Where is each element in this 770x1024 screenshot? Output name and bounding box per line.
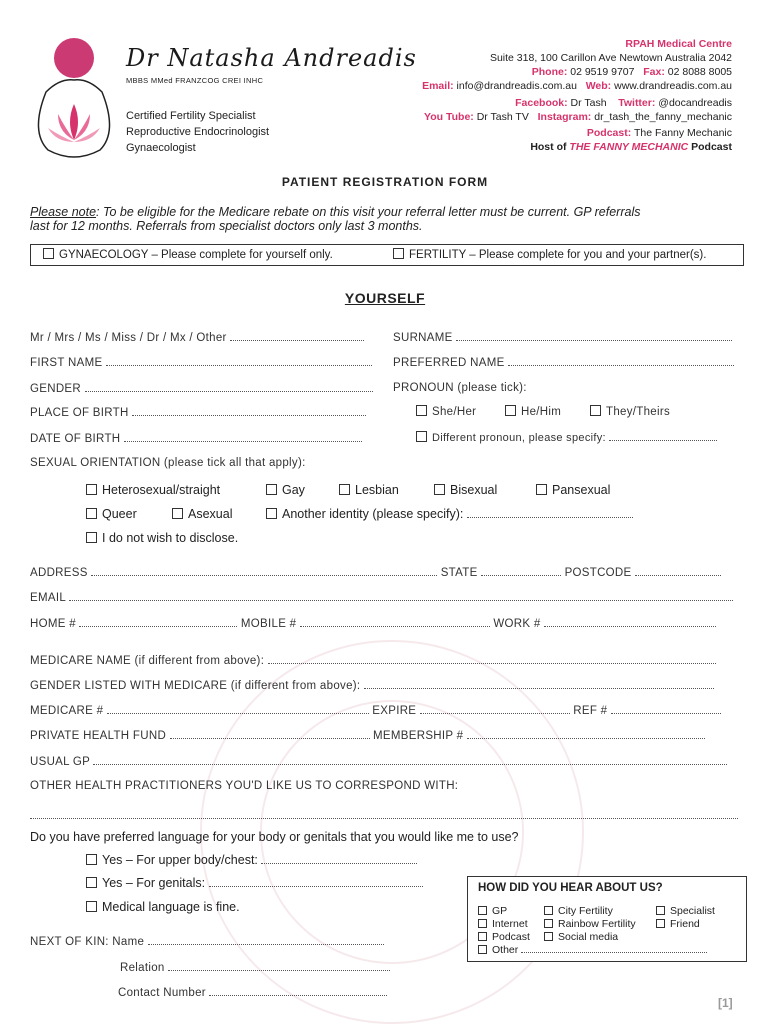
heard-friend-checkbox[interactable] (656, 919, 665, 928)
pronoun-he-him[interactable]: He/Him (505, 405, 561, 418)
genitals-checkbox[interactable] (86, 877, 97, 888)
heard-social-media-checkbox[interactable] (544, 932, 553, 941)
specialty-fertility: Certified Fertility Specialist (126, 110, 256, 122)
heard-other[interactable]: Other (478, 944, 707, 957)
place-of-birth-field[interactable]: PLACE OF BIRTH (30, 406, 366, 419)
podcast-logo: THE FANNY MECHANIC (569, 141, 689, 153)
referral-note: Please note: To be eligible for the Medicare rebate on this visit your referral letter must be current. GP referrals last for 12 months. Referrals from specialist doctors only last 3 months. (30, 205, 641, 233)
language-genitals[interactable]: Yes – For genitals: (86, 876, 423, 890)
heard-specialist[interactable]: Specialist (656, 905, 715, 918)
note-label: Please note (30, 205, 97, 219)
other-practitioners-label: OTHER HEALTH PRACTITIONERS YOU'D LIKE US TO CORRESPOND WITH: (30, 780, 459, 792)
orientation-pansexual[interactable]: Pansexual (536, 483, 610, 497)
bisexual-checkbox[interactable] (434, 484, 445, 495)
orientation-heterosexual[interactable]: Heterosexual/straight (86, 483, 220, 497)
phone-fields[interactable] (30, 617, 716, 630)
orientation-label: SEXUAL ORIENTATION (please tick all that apply): (30, 457, 306, 469)
page-number: [1] (718, 996, 733, 1010)
form-type-selector (30, 244, 744, 266)
email-field[interactable]: EMAIL (30, 591, 733, 604)
phone: 02 9519 9707 (570, 66, 635, 78)
fax: 02 8088 8005 (667, 66, 732, 78)
ref-label: REF # (573, 705, 608, 717)
heard-specialist-checkbox[interactable] (656, 906, 665, 915)
qualifications: MBBS MMed FRANZCOG CREI INHC (126, 76, 264, 85)
usual-gp-field[interactable]: USUAL GP (30, 755, 727, 768)
gay-checkbox[interactable] (266, 484, 277, 495)
date-of-birth-field[interactable]: DATE OF BIRTH (30, 432, 362, 445)
language-upper-body[interactable]: Yes – For upper body/chest: (86, 853, 417, 867)
private-fund-field[interactable]: PRIVATE HEALTH FUND MEMBERSHIP # (30, 729, 705, 742)
queer-checkbox[interactable] (86, 508, 97, 519)
they-theirs-checkbox[interactable] (590, 405, 601, 416)
address-field[interactable]: ADDRESS STATE POSTCODE (30, 566, 721, 579)
form-title: PATIENT REGISTRATION FORM (281, 175, 489, 189)
pansexual-checkbox[interactable] (536, 484, 547, 495)
membership-label: MEMBERSHIP # (373, 730, 464, 742)
fertility-option[interactable]: FERTILITY – Please complete for you and your partner(s). (393, 248, 706, 261)
heard-internet[interactable]: Internet (478, 918, 707, 931)
orientation-lesbian[interactable]: Lesbian (339, 483, 399, 497)
language-medical[interactable]: Medical language is fine. (86, 900, 240, 914)
orientation-not-disclose[interactable]: I do not wish to disclose. (86, 531, 238, 545)
pronoun-she-her[interactable]: She/Her (416, 405, 476, 418)
gynaecology-checkbox[interactable] (43, 248, 54, 259)
heard-city-fertility[interactable]: City Fertility (544, 905, 636, 918)
gender-medicare-field[interactable]: GENDER LISTED WITH MEDICARE (if different from above): (30, 679, 714, 692)
heard-city-fertility-checkbox[interactable] (544, 906, 553, 915)
practice-contact-block: RPAH Medical Centre Suite 318, 100 Carillon Ave Newtown Australia 2042 Phone: 02 9519 9707 Fax: 02 8088 8005 Email: info@drandreadis.com.au Web: www.drandreadis.com.au Facebook: Dr Tash Twitter: @docandreadis You Tube: Dr Tash TV Instagram: dr_tash_the_fanny_mechanic Podcast: The Fanny Mechanic Host of THE FANNY MECHANIC Podcast (422, 38, 732, 153)
heard-column-3 (656, 905, 715, 931)
pronoun-label: PRONOUN (please tick): (393, 382, 527, 394)
heterosexual-checkbox[interactable] (86, 484, 97, 495)
title-field[interactable]: Mr / Mrs / Ms / Miss / Dr / Mx / Other (30, 331, 364, 344)
heard-social-media[interactable]: Social media (544, 931, 636, 944)
pronoun-they-theirs[interactable]: They/Theirs (590, 405, 670, 418)
postcode-label: POSTCODE (564, 567, 632, 579)
medicare-name-field[interactable]: MEDICARE NAME (if different from above): (30, 654, 716, 667)
how-did-you-hear-title: HOW DID YOU HEAR ABOUT US? (478, 882, 663, 894)
home-phone-label: HOME # (30, 618, 76, 630)
orientation-asexual[interactable]: Asexual (172, 507, 232, 521)
expire-label: EXPIRE (372, 705, 417, 717)
first-name-field[interactable]: FIRST NAME (30, 356, 372, 369)
section-title: YOURSELF (344, 290, 426, 306)
website: www.drandreadis.com.au (614, 80, 732, 92)
heard-rainbow-fertility-checkbox[interactable] (544, 919, 553, 928)
contact-number-field[interactable]: Contact Number (118, 986, 387, 999)
she-her-checkbox[interactable] (416, 405, 427, 416)
state-label: STATE (440, 567, 478, 579)
lotus-logo-icon (28, 32, 120, 160)
heard-internet-checkbox[interactable] (478, 919, 487, 928)
logo (28, 32, 120, 160)
facebook: Dr Tash (570, 97, 607, 109)
other-practitioners-input[interactable] (30, 806, 738, 824)
instagram: dr_tash_the_fanny_mechanic (594, 111, 732, 123)
podcast: The Fanny Mechanic (633, 127, 732, 139)
heard-column-2 (544, 905, 636, 944)
heard-gp-checkbox[interactable] (478, 906, 487, 915)
doctor-name: Dr Natasha Andreadis (126, 44, 417, 72)
language-question: Do you have preferred language for your body or genitals that you would like me to use? (30, 830, 519, 844)
specialty-endocrinologist: Reproductive Endocrinologist (126, 126, 270, 138)
orientation-queer[interactable]: Queer (86, 507, 137, 521)
centre-address: Suite 318, 100 Carillon Ave Newtown Australia 2042 (489, 52, 732, 64)
lesbian-checkbox[interactable] (339, 484, 350, 495)
orientation-gay[interactable]: Gay (266, 483, 305, 497)
medicare-number-field[interactable]: MEDICARE # EXPIRE REF # (30, 704, 721, 717)
heard-gp[interactable]: GP (478, 905, 707, 918)
specialties (126, 108, 269, 156)
heard-rainbow-fertility[interactable]: Rainbow Fertility (544, 918, 636, 931)
asexual-checkbox[interactable] (172, 508, 183, 519)
surname-field[interactable]: SURNAME (393, 331, 732, 344)
centre-name: RPAH Medical Centre (625, 38, 732, 50)
not-disclose-checkbox[interactable] (86, 532, 97, 543)
different-pronoun-checkbox[interactable] (416, 431, 427, 442)
heard-podcast-checkbox[interactable] (478, 932, 487, 941)
upper-body-checkbox[interactable] (86, 854, 97, 865)
relation-field[interactable]: Relation (120, 961, 390, 974)
work-phone-label: WORK # (493, 618, 541, 630)
heard-other-checkbox[interactable] (478, 945, 487, 954)
gender-field[interactable]: GENDER (30, 382, 373, 395)
medical-language-checkbox[interactable] (86, 901, 97, 912)
mobile-label: MOBILE # (240, 618, 297, 630)
another-identity-checkbox[interactable] (266, 508, 277, 519)
pronoun-different[interactable]: Different pronoun, please specify: (416, 431, 717, 444)
how-did-you-hear-box (467, 876, 747, 962)
gynaecology-option[interactable]: GYNAECOLOGY – Please complete for yourself only. (43, 248, 333, 261)
twitter: @docandreadis (658, 97, 732, 109)
heard-friend[interactable]: Friend (656, 918, 715, 931)
orientation-bisexual[interactable]: Bisexual (434, 483, 497, 497)
he-him-checkbox[interactable] (505, 405, 516, 416)
email-contact: info@drandreadis.com.au (456, 80, 577, 92)
preferred-name-field[interactable]: PREFERRED NAME (393, 356, 734, 369)
youtube: Dr Tash TV (476, 111, 529, 123)
orientation-another[interactable]: Another identity (please specify): (266, 507, 633, 521)
fertility-checkbox[interactable] (393, 248, 404, 259)
heard-podcast[interactable]: Podcast (478, 931, 707, 944)
next-of-kin-field[interactable]: NEXT OF KIN: Name (30, 935, 384, 948)
specialty-gynaecologist: Gynaecologist (126, 142, 196, 154)
